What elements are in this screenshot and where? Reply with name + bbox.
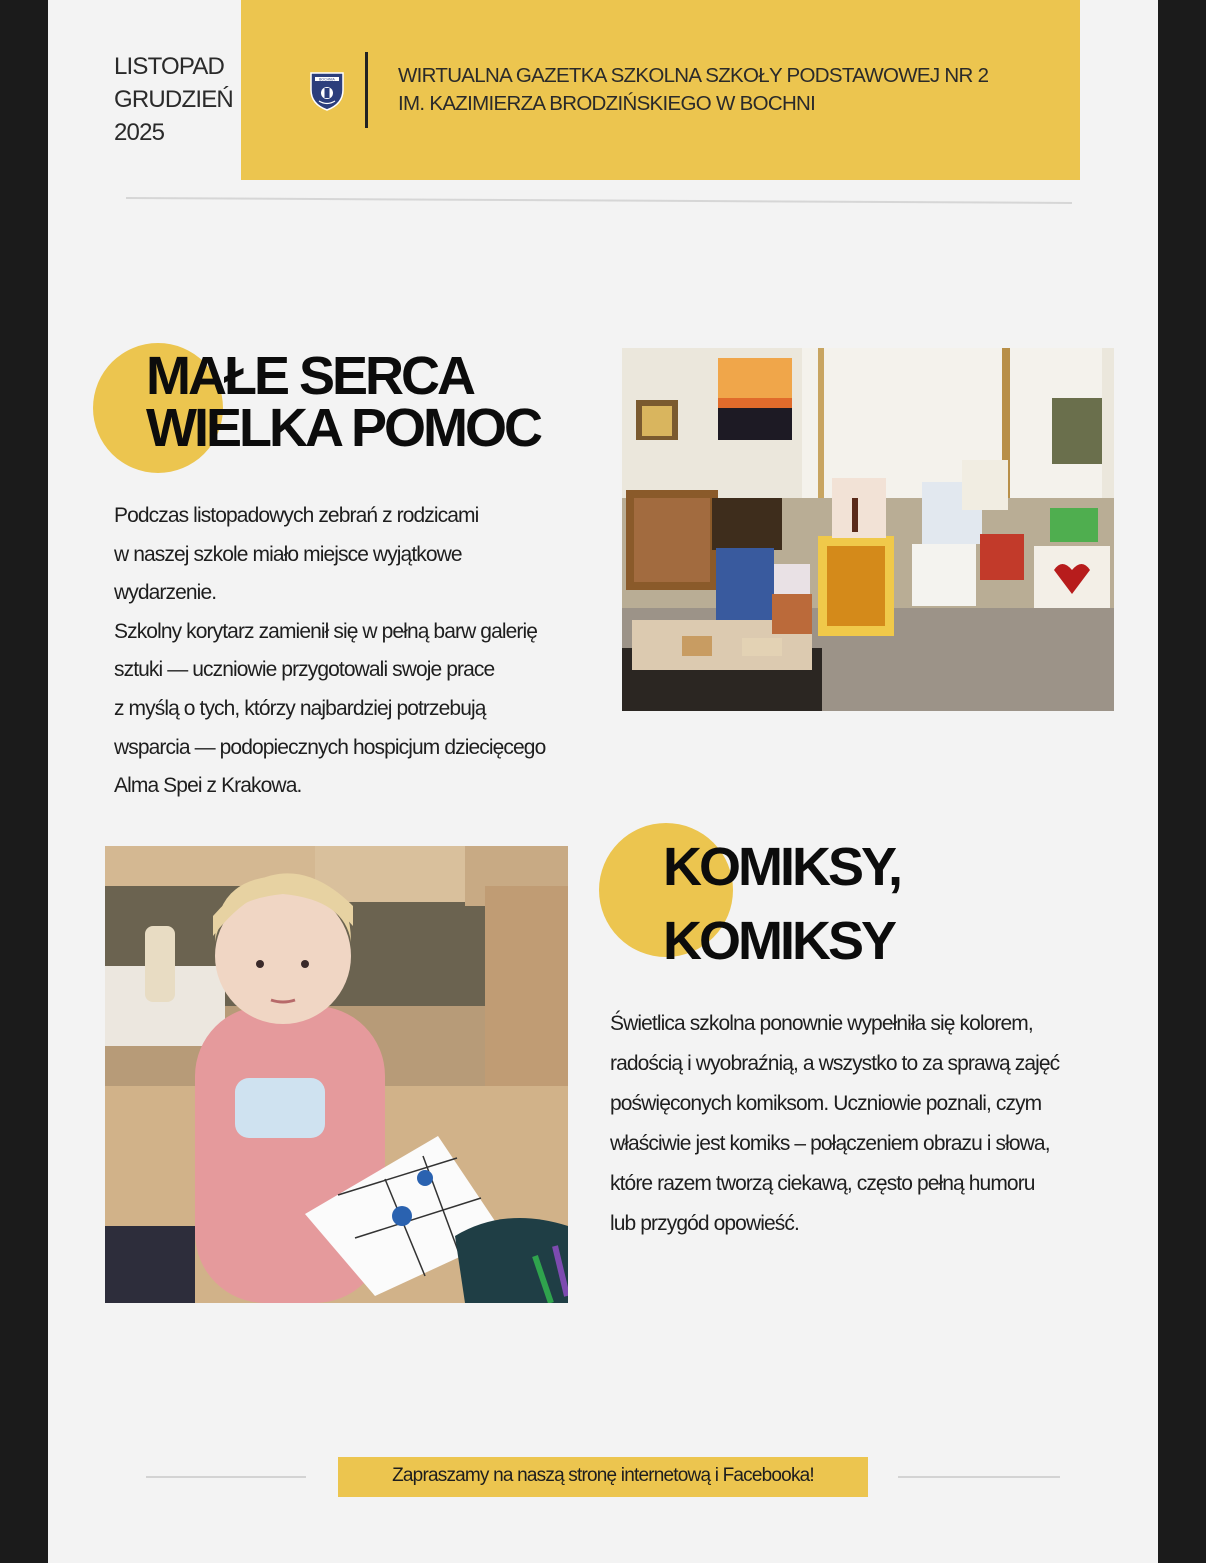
footer-rule-left [146,1476,306,1478]
article-2-body [610,1004,1059,1244]
header-divider [365,52,368,128]
article-1-line: z myślą o tych, którzy najbardziej potrzebują [114,696,486,720]
newsletter-page [48,0,1158,1563]
issue-month-2: GRUDZIEŃ [114,86,233,113]
article-1-line: wsparcia — podopiecznych hospicjum dziecięcego [114,735,546,759]
article-2-line: radością i wyobraźnią, a wszystko to za sprawą zajęć [610,1052,1060,1075]
footer-invite-link[interactable]: Zapraszamy na naszą stronę internetową i Facebooka! [338,1457,868,1497]
issue-year: 2025 [114,119,165,146]
article-2-line: Świetlica szkolna ponownie wypełniła się kolorem, [610,1012,1033,1035]
newsletter-title-line-1: WIRTUALNA GAZETKA SZKOLNA SZKOŁY PODSTAWOWEJ NR 2 [398,64,989,87]
article-1-line: Szkolny korytarz zamienił się w pełną barw galerię [114,619,538,643]
article-2-line: właściwie jest komiks – połączeniem obrazu i słowa, [610,1132,1050,1155]
crest-text: BOCHNIA [319,77,335,82]
article-2-line: lub przygód opowieść. [610,1212,799,1235]
article-1-line: sztuki — uczniowie przygotowali swoje prace [114,658,495,682]
article-1-line: wydarzenie. [114,581,217,605]
article-1-heading-line-1: MAŁE SERCA [146,346,474,406]
article-2-heading-line-2: KOMIKSY [663,911,895,971]
footer-rule-right [898,1476,1060,1478]
issue-date [114,50,233,149]
article-1-body [114,497,545,806]
article-1-line: Podczas listopadowych zebrań z rodzicami [114,504,479,527]
article-1-line: Alma Spei z Krakowa. [114,774,302,798]
article-2-line: które razem tworzą ciekawą, często pełną humoru [610,1172,1035,1195]
header-rule [126,197,1072,204]
comic-workshop-photo [105,846,568,1303]
article-1-heading-line-2: WIELKA POMOC [146,398,540,458]
art-gallery-photo [622,348,1114,711]
article-2-line: poświęconych komiksom. Uczniowie poznali, czym [610,1092,1042,1115]
article-1-line: w naszej szkole miało miejsce wyjątkowe [114,542,462,566]
school-crest-icon [309,70,345,112]
issue-month-1: LISTOPAD [114,53,225,80]
header-banner [241,0,1080,180]
article-1-heading [146,346,540,458]
newsletter-title [398,62,1058,118]
article-2-heading [663,830,900,978]
article-2-heading-line-1: KOMIKSY, [663,837,901,897]
newsletter-title-line-2: IM. KAZIMIERZA BRODZIŃSKIEGO W BOCHNI [398,92,816,115]
